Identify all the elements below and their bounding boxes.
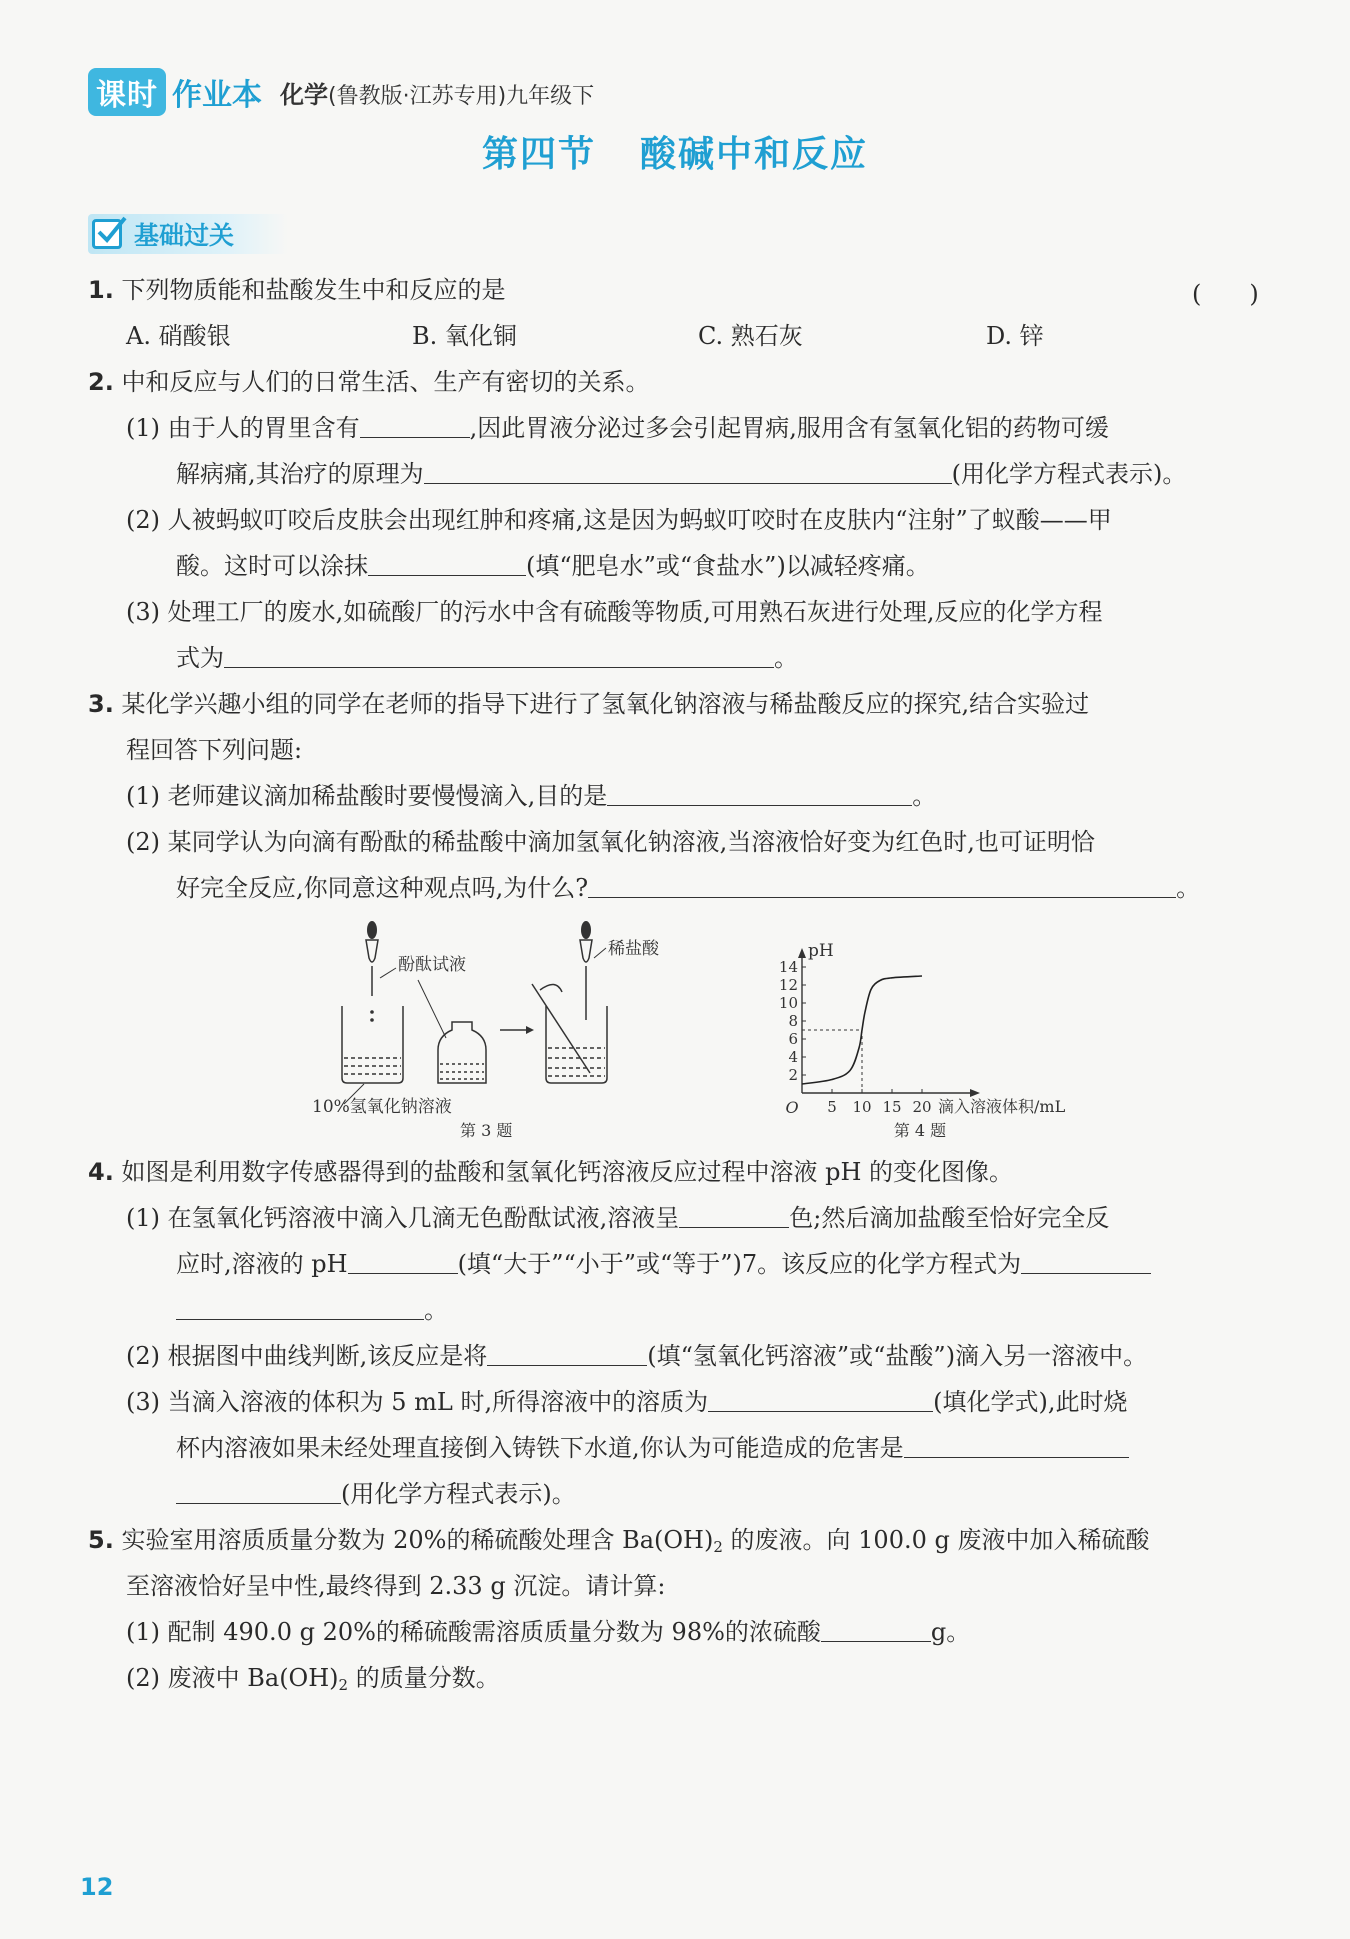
q5-stem-line1 xyxy=(88,1524,1150,1563)
dropper-right xyxy=(580,921,592,1020)
subject-main: 化学 xyxy=(280,80,328,109)
x-tick-label: 15 xyxy=(882,1098,902,1116)
reagent-bottle xyxy=(438,1022,486,1083)
q1-option-d[interactable]: D. 锌 xyxy=(986,322,1044,350)
y-tick-label: 8 xyxy=(788,1012,798,1030)
q4-p2-blank[interactable] xyxy=(487,1341,647,1366)
q3-p2-blank[interactable] xyxy=(588,873,1176,898)
q3-figure xyxy=(300,918,700,1143)
fig4-caption: 第 4 题 xyxy=(893,1121,947,1140)
q5-p1-text: (1) 配制 490.0 g 20%的稀硫酸需溶质质量分数为 98%的浓硫酸 xyxy=(126,1618,821,1646)
q5-p1-blank[interactable] xyxy=(821,1617,931,1642)
y-tick-label: 14 xyxy=(778,958,798,976)
y-tick-label: 4 xyxy=(788,1048,798,1066)
q2-p1-text-d: (用化学方程式表示)。 xyxy=(951,460,1187,488)
q2-part3-line2 xyxy=(176,642,798,674)
y-tick-label: 10 xyxy=(778,994,798,1012)
q5-part1 xyxy=(126,1616,970,1648)
q2-stem xyxy=(88,366,649,398)
q3-text-a: 某化学兴趣小组的同学在老师的指导下进行了氢氧化钠溶液与稀盐酸反应的探究,结合实验过 xyxy=(121,690,1090,718)
q1-option-c[interactable]: C. 熟石灰 xyxy=(698,322,803,350)
q2-text: 中和反应与人们的日常生活、生产有密切的关系。 xyxy=(121,368,650,396)
q4-p2-text-b: (填“氢氧化钙溶液”或“盐酸”)滴入另一溶液中。 xyxy=(647,1342,1148,1370)
label-dilute-hcl: 稀盐酸 xyxy=(608,939,659,959)
q5-p1-unit: g。 xyxy=(930,1618,971,1646)
q2-p1-text-b: ,因此胃液分泌过多会引起胃病,服用含有氢氧化铝的药物可缓 xyxy=(469,414,1109,442)
arrow-head-icon xyxy=(526,1026,534,1034)
q2-part3-line1: (3) 处理工厂的废水,如硫酸厂的污水中含有硫酸等物质,可用熟石灰进行处理,反应的化学方程 xyxy=(126,598,1103,626)
y-axis-label: pH xyxy=(808,941,834,961)
section-tag xyxy=(88,214,288,254)
q2-part2-line1: (2) 人被蚂蚁叮咬后皮肤会出现红肿和疼痛,这是因为蚂蚁叮咬时在皮肤内“注射”了蚁酸——甲 xyxy=(126,506,1112,534)
logo-text: 作业本 xyxy=(172,78,262,113)
q3-p2-end: 。 xyxy=(1176,874,1201,902)
q5-p2-text-a: (2) 废液中 Ba(OH) xyxy=(126,1664,339,1692)
q2-p1-blank-2[interactable] xyxy=(424,459,952,484)
q3-stem-line2: 程回答下列问题: xyxy=(126,736,303,764)
q3-number: 3. xyxy=(88,690,114,718)
q2-p2-blank[interactable] xyxy=(368,551,526,576)
q4-p3-text-b: (填化学式),此时烧 xyxy=(933,1388,1128,1416)
subject-label xyxy=(280,75,594,110)
fig3-caption: 第 3 题 xyxy=(460,1121,513,1140)
q1-text: 下列物质能和盐酸发生中和反应的是 xyxy=(121,276,506,304)
beaker-left xyxy=(342,1006,403,1083)
q5-text-a2: 的废液。向 100.0 g 废液中加入稀硫酸 xyxy=(722,1526,1150,1554)
logo-badge: 课时 xyxy=(88,68,166,116)
q5-text-a1: 实验室用溶质质量分数为 20%的稀硫酸处理含 Ba(OH) xyxy=(121,1526,714,1554)
origin-label: O xyxy=(785,1098,799,1117)
y-tick-label: 6 xyxy=(788,1030,798,1048)
q4-p1-text-b: 色;然后滴加盐酸至恰好完全反 xyxy=(789,1204,1110,1232)
q4-p1-blank-4[interactable] xyxy=(176,1295,424,1320)
q3-part1 xyxy=(126,780,936,812)
q4-part3-line3 xyxy=(176,1478,576,1510)
q4-number: 4. xyxy=(88,1158,114,1186)
q5-stem-line2: 至溶液恰好呈中性,最终得到 2.33 g 沉淀。请计算: xyxy=(126,1572,666,1600)
q3-p1-end: 。 xyxy=(912,782,937,810)
q4-p3-text-d: (用化学方程式表示)。 xyxy=(341,1480,576,1508)
y-tick-label: 12 xyxy=(778,976,798,994)
q4-part1-line1 xyxy=(126,1202,1109,1234)
q1-option-a[interactable]: A. 硝酸银 xyxy=(126,322,231,350)
subject-detail: (鲁教版·江苏专用)九年级下 xyxy=(328,83,595,109)
q4-p3-text-c: 杯内溶液如果未经处理直接倒入铸铁下水道,你认为可能造成的危害是 xyxy=(176,1434,904,1462)
header xyxy=(88,70,594,114)
q5-number: 5. xyxy=(88,1526,114,1554)
x-tick-label: 20 xyxy=(912,1098,932,1116)
q1-number: 1. xyxy=(88,276,114,304)
q1-stem xyxy=(88,274,505,306)
q4-part3-line2 xyxy=(176,1432,1129,1464)
q3-p1-blank[interactable] xyxy=(607,781,912,806)
q4-part1-line2 xyxy=(176,1248,1151,1280)
q2-p3-blank[interactable] xyxy=(224,643,774,668)
q3-stem-line1 xyxy=(88,688,1089,720)
page-number: 12 xyxy=(80,1873,114,1901)
q1-answer-paren[interactable]: ( ) xyxy=(1192,280,1259,308)
q4-p1-text-c: 应时,溶液的 pH xyxy=(176,1250,348,1278)
dropper-left xyxy=(366,921,378,1022)
q4-part3-line1 xyxy=(126,1386,1127,1418)
q2-number: 2. xyxy=(88,368,114,396)
label-naoh: 10%氢氧化钠溶液 xyxy=(312,1097,452,1117)
label-phenolphthalein: 酚酞试液 xyxy=(398,955,466,975)
q4-text: 如图是利用数字传感器得到的盐酸和氢氧化钙溶液反应过程中溶液 pH 的变化图像。 xyxy=(121,1158,1014,1186)
q5-p2-text-b: 的质量分数。 xyxy=(348,1664,500,1692)
q4-p1-blank-3[interactable] xyxy=(1021,1249,1151,1274)
x-tick-label: 5 xyxy=(827,1098,837,1116)
x-axis-arrow-icon xyxy=(970,1089,980,1097)
q2-p2-text-c: (填“肥皂水”或“食盐水”)以减轻疼痛。 xyxy=(526,552,930,580)
q4-p1-blank-2[interactable] xyxy=(348,1249,458,1274)
q4-p3-blank-2[interactable] xyxy=(904,1433,1129,1458)
q3-part2-line1: (2) 某同学认为向滴有酚酞的稀盐酸中滴加氢氧化钠溶液,当溶液恰好变为红色时,也可证明恰 xyxy=(126,828,1095,856)
q2-p1-text-a: (1) 由于人的胃里含有 xyxy=(126,414,360,442)
q4-stem xyxy=(88,1156,1013,1188)
section-name: 酸碱中和反应 xyxy=(640,134,869,175)
q4-p3-blank-3[interactable] xyxy=(176,1479,341,1504)
checkbox-icon xyxy=(92,219,122,249)
x-tick-label: 10 xyxy=(852,1098,872,1116)
q3-part2-line2 xyxy=(176,872,1200,904)
q5-subscript: 2 xyxy=(713,1538,723,1556)
q4-part2 xyxy=(126,1340,1147,1372)
section-number: 第四节 xyxy=(481,134,596,175)
q5-p2-subscript: 2 xyxy=(338,1676,349,1694)
section-title xyxy=(0,126,1350,177)
q2-part1-line2 xyxy=(176,458,1186,490)
q4-p2-text-a: (2) 根据图中曲线判断,该反应是将 xyxy=(126,1342,488,1370)
q2-p3-text-c: 。 xyxy=(774,644,798,672)
q2-part1-line1 xyxy=(126,412,1109,444)
q2-p1-text-c: 解病痛,其治疗的原理为 xyxy=(176,460,424,488)
q3-p2-text: 好完全反应,你同意这种观点吗,为什么? xyxy=(176,874,589,902)
q3-p1-text: (1) 老师建议滴加稀盐酸时要慢慢滴入,目的是 xyxy=(126,782,608,810)
q4-p1-end: 。 xyxy=(424,1296,448,1324)
q2-p2-text-b: 酸。这时可以涂抹 xyxy=(176,552,368,580)
q5-part2 xyxy=(126,1662,500,1701)
q2-part2-line2 xyxy=(176,550,930,582)
q2-p1-blank-1[interactable] xyxy=(360,413,470,438)
q1-option-b[interactable]: B. 氧化铜 xyxy=(412,322,517,350)
tag-label: 基础过关 xyxy=(134,221,235,250)
y-axis-arrow-icon xyxy=(798,948,806,958)
q2-p3-text-b: 式为 xyxy=(176,644,224,672)
q4-p3-text-a: (3) 当滴入溶液的体积为 5 mL 时,所得溶液中的溶质为 xyxy=(126,1388,709,1416)
x-axis-label: 滴入溶液体积/mL xyxy=(938,1097,1066,1116)
q4-p1-blank-1[interactable] xyxy=(679,1203,789,1228)
q4-part1-line3 xyxy=(176,1294,448,1326)
ph-chart xyxy=(770,918,1110,1143)
q4-p1-text-d: (填“大于”“小于”或“等于”)7。该反应的化学方程式为 xyxy=(457,1250,1022,1278)
q4-p1-text-a: (1) 在氢氧化钙溶液中滴入几滴无色酚酞试液,溶液呈 xyxy=(126,1204,680,1232)
beaker-right xyxy=(532,984,607,1083)
y-tick-label: 2 xyxy=(788,1066,798,1084)
q4-p3-blank-1[interactable] xyxy=(708,1387,933,1412)
